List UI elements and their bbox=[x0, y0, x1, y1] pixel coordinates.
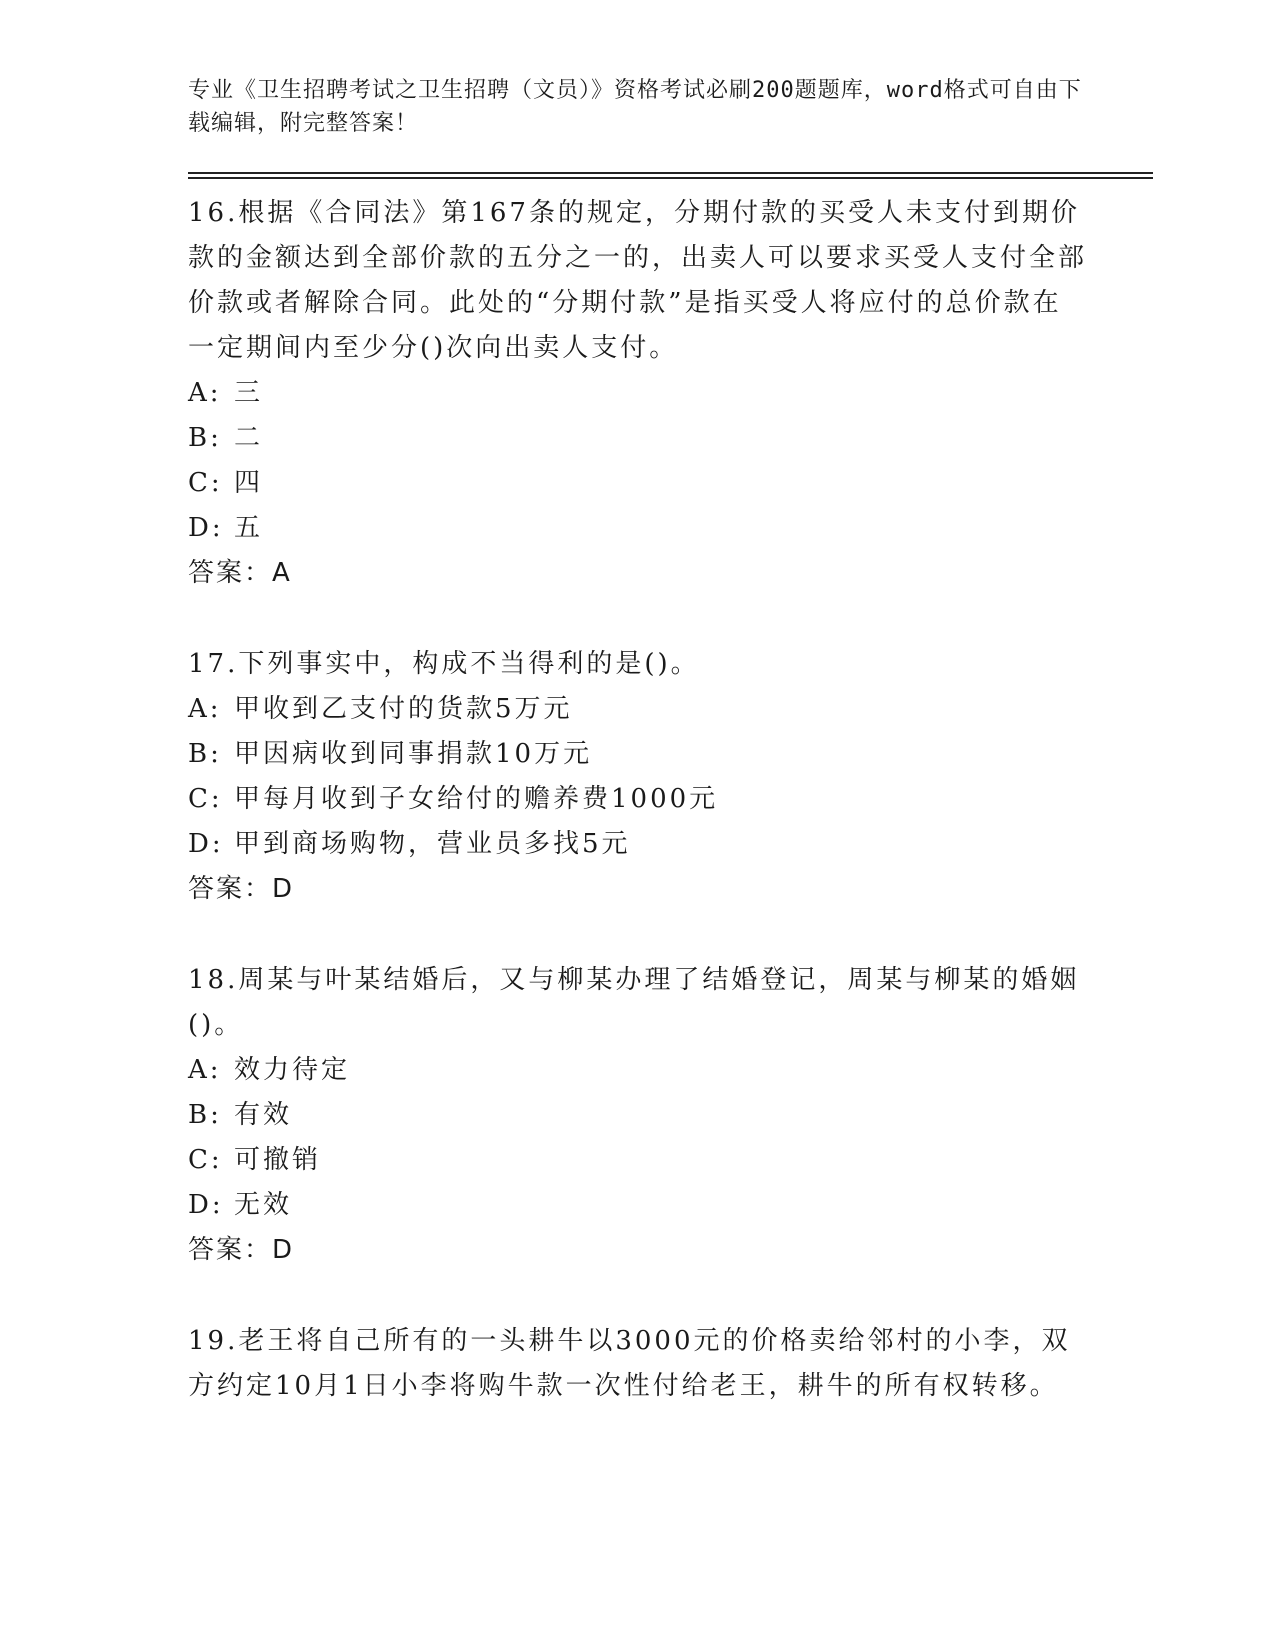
question-stem: 16.根据《合同法》第167条的规定，分期付款的买受人未支付到期价款的金额达到全部价款的五分之一的，出卖人可以要求买受人支付全部价款或者解除合同。此处的“分期付款”是指买受人将应付的总价款在一定期间内至少分()次向出卖人支付。 bbox=[188, 198, 1088, 363]
option-text: 甲到商场购物，营业员多找5元 bbox=[234, 829, 631, 859]
question-list bbox=[188, 191, 1088, 1455]
question-16 bbox=[188, 191, 1088, 596]
option-d bbox=[188, 506, 1088, 551]
question-stem: 19.老王将自己所有的一头耕牛以3000元的价格卖给邻村的小李，双方约定10月1日小李将购牛款一次性付给老王，耕牛的所有权转移。 bbox=[188, 1326, 1071, 1401]
option-a bbox=[188, 371, 1088, 416]
question-19 bbox=[188, 1319, 1088, 1409]
answer: 答案：A bbox=[188, 558, 292, 588]
option-label: A: bbox=[188, 1055, 222, 1085]
option-text: 甲每月收到子女给付的赡养费1000元 bbox=[234, 784, 719, 814]
option-c bbox=[188, 1138, 1088, 1183]
option-text: 二 bbox=[234, 423, 264, 453]
answer: 答案：D bbox=[188, 874, 295, 904]
option-text: 可撤销 bbox=[234, 1145, 322, 1175]
option-label: B: bbox=[188, 1100, 222, 1130]
option-text: 甲因病收到同事捐款10万元 bbox=[234, 739, 593, 769]
option-text: 无效 bbox=[234, 1190, 293, 1220]
option-label: B: bbox=[188, 739, 222, 769]
option-d bbox=[188, 1183, 1088, 1228]
question-stem: 18.周某与叶某结婚后，又与柳某办理了结婚登记，周某与柳某的婚姻()。 bbox=[188, 965, 1080, 1040]
header-rule-top bbox=[188, 172, 1153, 174]
option-text: 三 bbox=[234, 378, 264, 408]
option-c bbox=[188, 777, 1088, 822]
option-label: B: bbox=[188, 423, 222, 453]
option-label: D: bbox=[188, 513, 224, 543]
option-b bbox=[188, 416, 1088, 461]
option-label: A: bbox=[188, 694, 222, 724]
option-a bbox=[188, 1048, 1088, 1093]
option-b bbox=[188, 732, 1088, 777]
option-label: C: bbox=[188, 468, 223, 498]
option-text: 四 bbox=[234, 468, 264, 498]
option-label: A: bbox=[188, 378, 222, 408]
answer: 答案：D bbox=[188, 1235, 295, 1265]
question-stem: 17.下列事实中，构成不当得利的是()。 bbox=[188, 649, 700, 679]
option-label: D: bbox=[188, 1190, 224, 1220]
option-b bbox=[188, 1093, 1088, 1138]
document-header: 专业《卫生招聘考试之卫生招聘（文员）》资格考试必刷200题题库，word格式可自由下载编辑，附完整答案！ bbox=[188, 78, 1082, 136]
option-label: C: bbox=[188, 1145, 223, 1175]
option-d bbox=[188, 822, 1088, 867]
header-rule-bottom bbox=[188, 177, 1153, 179]
question-18 bbox=[188, 958, 1088, 1273]
option-text: 五 bbox=[234, 513, 264, 543]
option-text: 效力待定 bbox=[234, 1055, 351, 1085]
option-text: 甲收到乙支付的货款5万元 bbox=[234, 694, 573, 724]
option-label: C: bbox=[188, 784, 223, 814]
option-label: D: bbox=[188, 829, 224, 859]
option-a bbox=[188, 687, 1088, 732]
option-text: 有效 bbox=[234, 1100, 293, 1130]
question-17 bbox=[188, 642, 1088, 912]
option-c bbox=[188, 461, 1088, 506]
